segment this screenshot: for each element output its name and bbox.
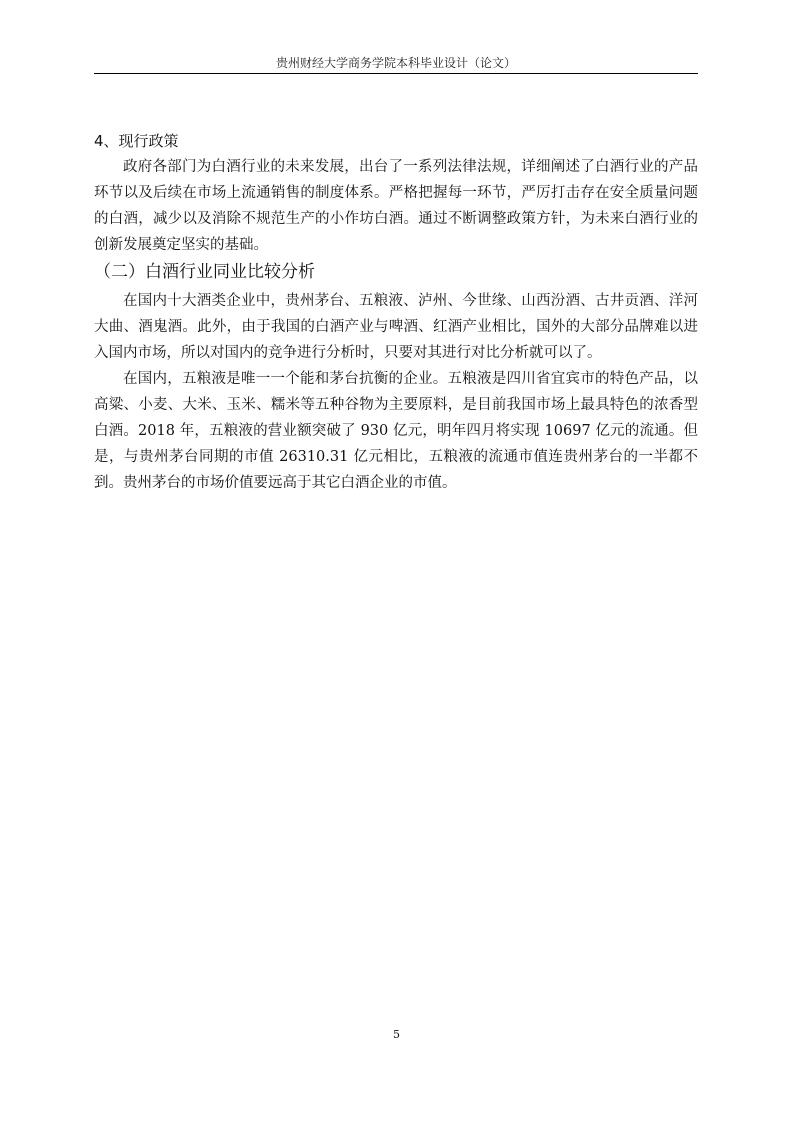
document-body: [94, 128, 698, 496]
page-number: 5: [393, 1028, 400, 1041]
subheading-current-policy: 4、现行政策: [94, 132, 179, 150]
page-header: 贵州财经大学商务学院本科毕业设计（论文）: [275, 56, 516, 70]
section-heading-comparison: （二）白酒行业同业比较分析: [94, 262, 315, 282]
paragraph-policy: 政府各部门为白酒行业的未来发展，出台了一系列法律法规，详细阐述了白酒行业的产品环节以及后续在市场上流通销售的制度体系。严格把握每一环节，严厉打击存在安全质量问题的白酒，减少以及消除不规范生产的小作坊白酒。通过不断调整政策方针，为未来白酒行业的创新发展奠定坚实的基础。: [94, 159, 698, 253]
paragraph-wuliangye: 在国内，五粮液是唯一一个能和茅台抗衡的企业。五粮液是四川省宜宾市的特色产品，以高粱、小麦、大米、玉米、糯米等五种谷物为主要原料，是目前我国市场上最具特色的浓香型白酒。2018 年，五粮液的营业额突破了 930 亿元，明年四月将实现 10697 亿元的流通。但是，与贵州茅台同期的市值 26310.31 亿元相比，五粮液的流通市值连贵州茅台的一半都不到。贵州茅台的市场价值要远高于其它白酒企业的市值。: [94, 371, 698, 491]
paragraph-top-companies: 在国内十大酒类企业中，贵州茅台、五粮液、泸州、今世缘、山西汾酒、古井贡酒、洋河大曲、酒鬼酒。此外，由于我国的白酒产业与啤酒、红酒产业相比，国外的大部分品牌难以进入国内市场，所以对国内的竞争进行分析时，只要对其进行对比分析就可以了。: [94, 293, 698, 361]
header-divider: [94, 73, 698, 74]
